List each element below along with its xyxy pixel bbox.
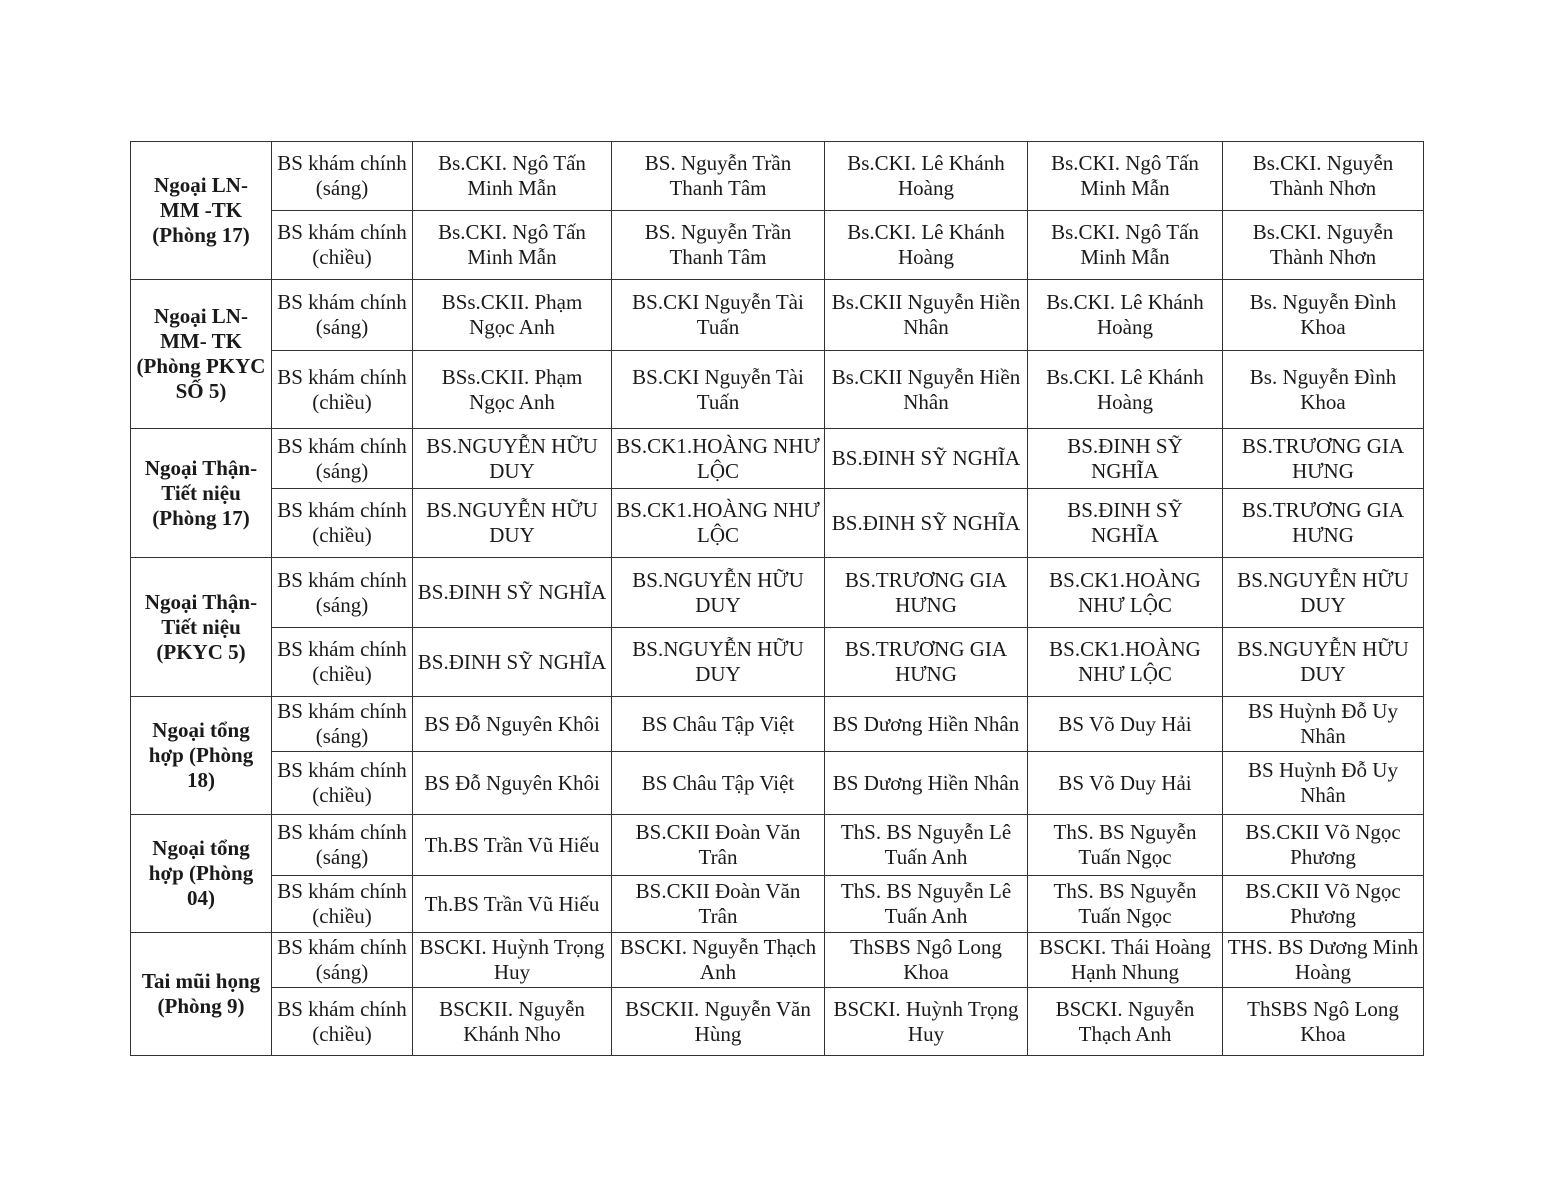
doctor-cell: BS.ĐINH SỸ NGHĨA — [825, 429, 1028, 489]
doctor-cell: BS Huỳnh Đỗ Uy Nhân — [1223, 752, 1424, 815]
doctor-cell: Bs.CKI. Lê Khánh Hoàng — [1028, 280, 1223, 351]
doctor-cell: ThS. BS Nguyễn Tuấn Ngọc — [1028, 815, 1223, 876]
doctor-cell: ThS. BS Nguyễn Tuấn Ngọc — [1028, 876, 1223, 933]
doctor-cell: ThSBS Ngô Long Khoa — [1223, 988, 1424, 1056]
doctor-cell: BSCKI. Nguyễn Thạch Anh — [612, 933, 825, 988]
doctor-cell: Bs.CKI. Lê Khánh Hoàng — [825, 142, 1028, 211]
doctor-cell: Bs.CKI. Nguyễn Thành Nhơn — [1223, 211, 1424, 280]
department-cell: Ngoại LN-MM- TK (Phòng PKYC SỐ 5) — [131, 280, 272, 429]
slot-cell: BS khám chính (sáng) — [272, 280, 413, 351]
doctor-cell: Bs.CKII Nguyễn Hiền Nhân — [825, 280, 1028, 351]
department-cell: Ngoại LN-MM -TK (Phòng 17) — [131, 142, 272, 280]
slot-cell: BS khám chính (sáng) — [272, 429, 413, 489]
doctor-cell: BS.NGUYỄN HỮU DUY — [1223, 558, 1424, 628]
table-row — [131, 280, 1424, 351]
doctor-cell: BS.NGUYỄN HỮU DUY — [413, 489, 612, 558]
doctor-cell: BSCKI. Huỳnh Trọng Huy — [413, 933, 612, 988]
doctor-cell: BS.CKI Nguyễn Tài Tuấn — [612, 351, 825, 429]
doctor-cell: BS.ĐINH SỸ NGHĨA — [413, 558, 612, 628]
doctor-cell: Th.BS Trần Vũ Hiếu — [413, 876, 612, 933]
doctor-cell: BSCKII. Nguyễn Khánh Nho — [413, 988, 612, 1056]
slot-cell: BS khám chính (sáng) — [272, 142, 413, 211]
doctor-cell: ThS. BS Nguyễn Lê Tuấn Anh — [825, 876, 1028, 933]
doctor-cell: BS Huỳnh Đỗ Uy Nhân — [1223, 697, 1424, 752]
doctor-cell: BS Đỗ Nguyên Khôi — [413, 752, 612, 815]
doctor-cell: BS.ĐINH SỸ NGHĨA — [825, 489, 1028, 558]
slot-cell: BS khám chính (sáng) — [272, 558, 413, 628]
doctor-cell: BS.NGUYỄN HỮU DUY — [612, 628, 825, 697]
table-row — [131, 558, 1424, 628]
doctor-cell: BS Châu Tập Việt — [612, 697, 825, 752]
department-cell: Ngoại Thận-Tiết niệu (PKYC 5) — [131, 558, 272, 697]
slot-cell: BS khám chính (chiều) — [272, 988, 413, 1056]
doctor-cell: ThSBS Ngô Long Khoa — [825, 933, 1028, 988]
doctor-cell: Bs. Nguyễn Đình Khoa — [1223, 351, 1424, 429]
department-cell: Tai mũi họng (Phòng 9) — [131, 933, 272, 1056]
doctor-cell: BS.TRƯƠNG GIA HƯNG — [1223, 429, 1424, 489]
table-row — [131, 815, 1424, 876]
doctor-cell: BS.CK1.HOÀNG NHƯ LỘC — [612, 429, 825, 489]
doctor-cell: Bs.CKI. Ngô Tấn Minh Mẫn — [413, 211, 612, 280]
doctor-cell: BS Võ Duy Hải — [1028, 697, 1223, 752]
doctor-cell: BS. Nguyễn Trần Thanh Tâm — [612, 211, 825, 280]
doctor-cell: BSs.CKII. Phạm Ngọc Anh — [413, 280, 612, 351]
doctor-cell: BS Võ Duy Hải — [1028, 752, 1223, 815]
doctor-cell: Bs.CKI. Ngô Tấn Minh Mẫn — [1028, 142, 1223, 211]
doctor-cell: BSCKII. Nguyễn Văn Hùng — [612, 988, 825, 1056]
doctor-cell: BSCKI. Nguyễn Thạch Anh — [1028, 988, 1223, 1056]
doctor-cell: BS Châu Tập Việt — [612, 752, 825, 815]
doctor-cell: Bs.CKI. Nguyễn Thành Nhơn — [1223, 142, 1424, 211]
slot-cell: BS khám chính (chiều) — [272, 752, 413, 815]
doctor-cell: BSCKI. Huỳnh Trọng Huy — [825, 988, 1028, 1056]
doctor-cell: THS. BS Dương Minh Hoàng — [1223, 933, 1424, 988]
doctor-cell: BS Dương Hiền Nhân — [825, 697, 1028, 752]
doctor-cell: BS.ĐINH SỸ NGHĨA — [1028, 429, 1223, 489]
doctor-cell: Bs.CKI. Lê Khánh Hoàng — [1028, 351, 1223, 429]
doctor-cell: BS.ĐINH SỸ NGHĨA — [413, 628, 612, 697]
doctor-cell: BS. Nguyễn Trần Thanh Tâm — [612, 142, 825, 211]
table-row — [131, 933, 1424, 988]
department-cell: Ngoại tổng hợp (Phòng 18) — [131, 697, 272, 815]
doctor-cell: BS.CK1.HOÀNG NHƯ LỘC — [612, 489, 825, 558]
doctor-cell: BS Đỗ Nguyên Khôi — [413, 697, 612, 752]
doctor-cell: ThS. BS Nguyễn Lê Tuấn Anh — [825, 815, 1028, 876]
doctor-cell: BS.TRƯƠNG GIA HƯNG — [825, 628, 1028, 697]
slot-cell: BS khám chính (chiều) — [272, 211, 413, 280]
doctor-cell: BS.CK1.HOÀNG NHƯ LỘC — [1028, 558, 1223, 628]
doctor-cell: Bs.CKI. Lê Khánh Hoàng — [825, 211, 1028, 280]
doctor-cell: BS.ĐINH SỸ NGHĨA — [1028, 489, 1223, 558]
doctor-cell: BS.CKI Nguyễn Tài Tuấn — [612, 280, 825, 351]
table-row — [131, 429, 1424, 489]
table-row — [131, 489, 1424, 558]
doctor-cell: Bs.CKI. Ngô Tấn Minh Mẫn — [413, 142, 612, 211]
doctor-cell: BS.NGUYỄN HỮU DUY — [413, 429, 612, 489]
table-row — [131, 142, 1424, 211]
slot-cell: BS khám chính (sáng) — [272, 697, 413, 752]
doctor-cell: Bs. Nguyễn Đình Khoa — [1223, 280, 1424, 351]
table-row — [131, 988, 1424, 1056]
doctor-cell: BS.TRƯƠNG GIA HƯNG — [1223, 489, 1424, 558]
table-row — [131, 697, 1424, 752]
doctor-cell: BS Dương Hiền Nhân — [825, 752, 1028, 815]
slot-cell: BS khám chính (sáng) — [272, 933, 413, 988]
slot-cell: BS khám chính (chiều) — [272, 876, 413, 933]
doctor-cell: BSCKI. Thái Hoàng Hạnh Nhung — [1028, 933, 1223, 988]
doctor-cell: BS.CKII Võ Ngọc Phương — [1223, 876, 1424, 933]
table-row — [131, 351, 1424, 429]
doctor-cell: BS.CKII Đoàn Văn Trân — [612, 876, 825, 933]
doctor-cell: BS.NGUYỄN HỮU DUY — [1223, 628, 1424, 697]
table-row — [131, 211, 1424, 280]
slot-cell: BS khám chính (chiều) — [272, 628, 413, 697]
doctor-cell: BS.CK1.HOÀNG NHƯ LỘC — [1028, 628, 1223, 697]
table-row — [131, 628, 1424, 697]
doctor-cell: BS.TRƯƠNG GIA HƯNG — [825, 558, 1028, 628]
slot-cell: BS khám chính (chiều) — [272, 351, 413, 429]
department-cell: Ngoại Thận-Tiết niệu (Phòng 17) — [131, 429, 272, 558]
doctor-cell: Bs.CKII Nguyễn Hiền Nhân — [825, 351, 1028, 429]
doctor-schedule-table — [130, 141, 1424, 1056]
table-row — [131, 876, 1424, 933]
schedule-body — [131, 142, 1424, 1056]
department-cell: Ngoại tổng hợp (Phòng 04) — [131, 815, 272, 933]
slot-cell: BS khám chính (chiều) — [272, 489, 413, 558]
doctor-cell: Bs.CKI. Ngô Tấn Minh Mẫn — [1028, 211, 1223, 280]
doctor-cell: Th.BS Trần Vũ Hiếu — [413, 815, 612, 876]
slot-cell: BS khám chính (sáng) — [272, 815, 413, 876]
doctor-cell: BSs.CKII. Phạm Ngọc Anh — [413, 351, 612, 429]
doctor-cell: BS.CKII Đoàn Văn Trân — [612, 815, 825, 876]
table-row — [131, 752, 1424, 815]
doctor-cell: BS.CKII Võ Ngọc Phương — [1223, 815, 1424, 876]
doctor-cell: BS.NGUYỄN HỮU DUY — [612, 558, 825, 628]
